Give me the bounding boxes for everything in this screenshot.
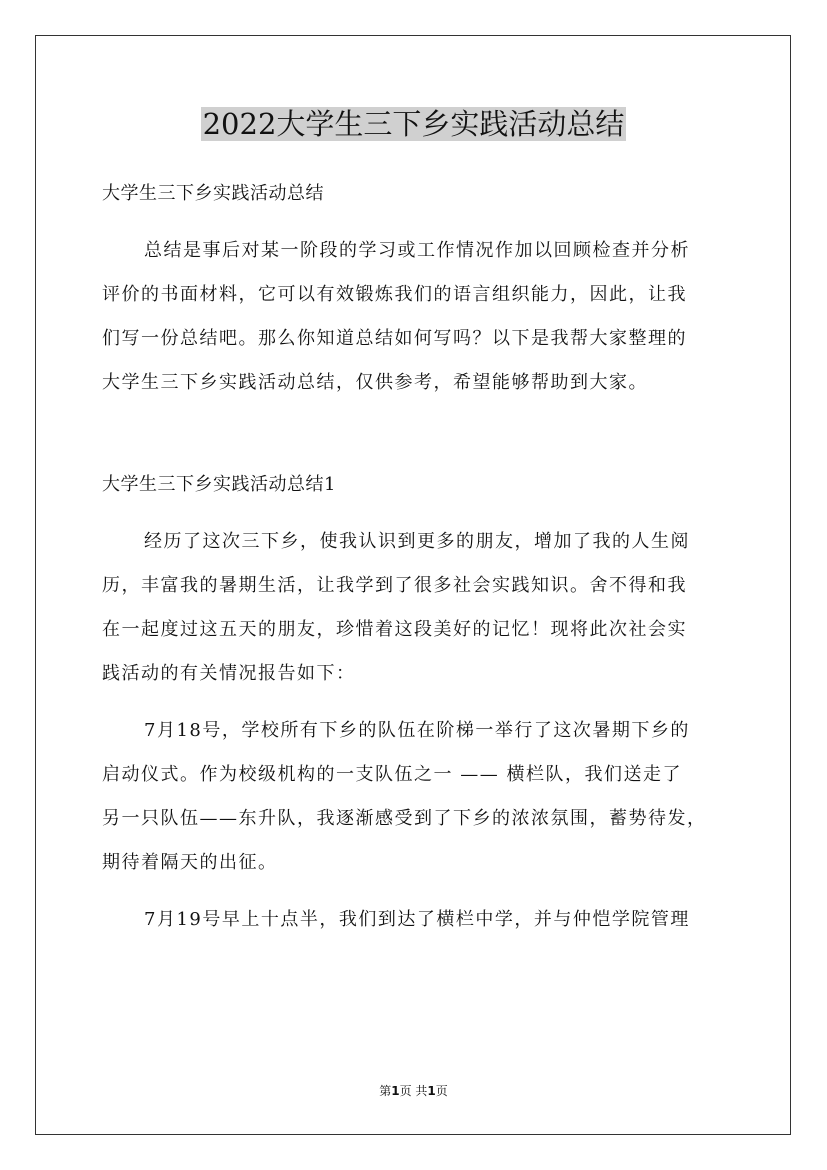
document-title-text: 2022大学生三下乡实践活动总结: [202, 107, 625, 141]
paragraph-2: [102, 709, 725, 885]
paragraph-line: 经历了这次三下乡，使我认识到更多的朋友，增加了我的人生阅: [144, 531, 690, 552]
document-title: [0, 102, 827, 146]
footer-prefix: 第: [379, 1084, 392, 1098]
footer-mid: 页 共: [399, 1084, 428, 1098]
footer-suffix: 页: [435, 1084, 448, 1098]
section-1-heading: 大学生三下乡实践活动总结1: [102, 474, 336, 495]
paragraph-line: 历，丰富我的暑期生活，让我学到了很多社会实践知识。舍不得和我: [102, 575, 687, 596]
document-body: [102, 172, 725, 942]
paragraph-3: [102, 898, 725, 942]
paragraph-line: 另一只队伍——东升队，我逐渐感受到了下乡的浓浓氛围，蓄势待发，: [102, 808, 707, 829]
page-footer: [0, 1082, 827, 1100]
paragraph-line: 评价的书面材料，它可以有效锻炼我们的语言组织能力，因此，让我: [102, 284, 687, 305]
paragraph-line: 启动仪式。作为校级机构的一支队伍之一 —— 横栏队，我们送走了: [102, 764, 682, 785]
paragraph-line: 7月19号早上十点半，我们到达了横栏中学，并与仲恺学院管理: [144, 909, 690, 930]
paragraph-1: [102, 520, 725, 696]
paragraph-line: 践活动的有关情况报告如下：: [102, 663, 356, 684]
footer-total-pages: 1: [427, 1084, 436, 1098]
paragraph-line: 总结是事后对某一阶段的学习或工作情况作加以回顾检查并分析: [144, 240, 690, 261]
intro-paragraph: [102, 229, 725, 405]
paragraph-line: 期待着隔天的出征。: [102, 852, 278, 873]
paragraph-line: 大学生三下乡实践活动总结，仅供参考，希望能够帮助到大家。: [102, 372, 648, 393]
paragraph-line: 7月18号，学校所有下乡的队伍在阶梯一举行了这次暑期下乡的: [144, 720, 690, 741]
intro-heading: 大学生三下乡实践活动总结: [102, 183, 324, 204]
paragraph-line: 们写一份总结吧。那么你知道总结如何写吗？以下是我帮大家整理的: [102, 328, 687, 349]
paragraph-line: 在一起度过这五天的朋友，珍惜着这段美好的记忆！现将此次社会实: [102, 619, 687, 640]
footer-current-page: 1: [391, 1084, 400, 1098]
